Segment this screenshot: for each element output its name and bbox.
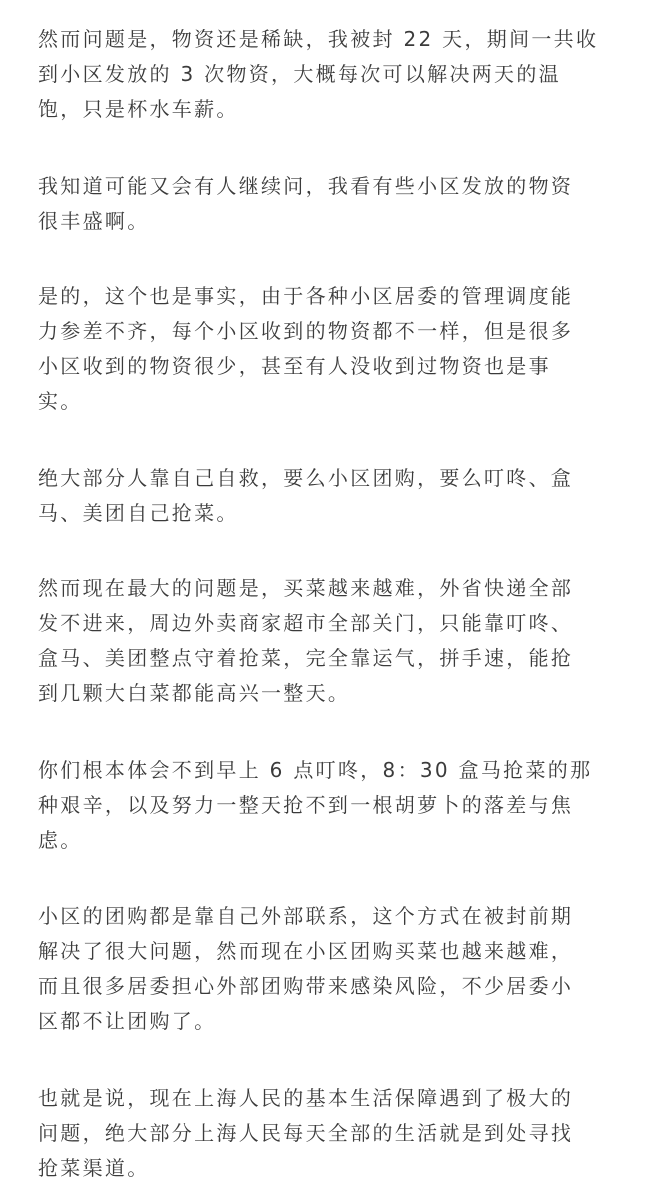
article-paragraph: 我知道可能又会有人继续问，我看有些小区发放的物资 很丰盛啊。 [38, 174, 574, 233]
article-paragraph: 你们根本体会不到早上 6 点叮咚，8：30 盒马抢菜的那 种艰辛，以及努力一整天抢不到一根胡萝卜的落差与焦 虑。 [38, 758, 593, 852]
article-paragraph: 然而现在最大的问题是，买菜越来越难，外省快递全部 发不进来，周边外卖商家超市全部关门，只能靠叮咚、 盒马、美团整点守着抢菜，完全靠运气，拼手速，能抢 到几颗大白菜都能高兴一整天。 [38, 576, 574, 705]
article-paragraph: 然而问题是，物资还是稀缺，我被封 22 天，期间一共收 到小区发放的 3 次物资，大概每次可以解决两天的温 饱，只是杯水车薪。 [38, 27, 599, 121]
article-paragraph: 也就是说，现在上海人民的基本生活保障遇到了极大的 问题，绝大部分上海人民每天全部的生活就是到处寻找 抢菜渠道。 [38, 1086, 574, 1180]
article-paragraph: 绝大部分人靠自己自救，要么小区团购，要么叮咚、盒 马、美团自己抢菜。 [38, 466, 574, 525]
article-paragraph: 是的，这个也是事实，由于各种小区居委的管理调度能 力参差不齐，每个小区收到的物资都不一样，但是很多 小区收到的物资很少，甚至有人没收到过物资也是事 实。 [38, 284, 574, 413]
article-body [38, 22, 638, 1186]
article-paragraph: 小区的团购都是靠自己外部联系，这个方式在被封前期 解决了很大问题，然而现在小区团购买菜也越来越难， 而且很多居委担心外部团购带来感染风险，不少居委小 区都不让团购了。 [38, 904, 574, 1033]
